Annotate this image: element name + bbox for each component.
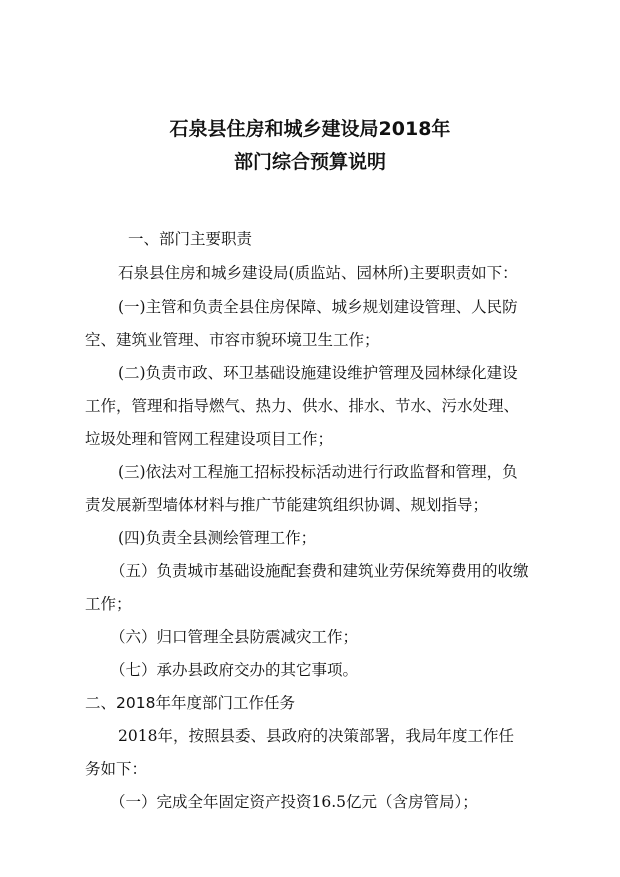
duty-2-line-1: (二)负责市政、环卫基础设施建设维护管理及园林绿化建设: [118, 364, 518, 382]
duty-1-line-2: 空、建筑业管理、市容市貌环境卫生工作；: [85, 331, 380, 349]
duty-2-line-2: 工作，管理和指导燃气、热力、供水、排水、节水、污水处理、: [85, 397, 520, 415]
duty-6: （六）归口管理全县防震减灾工作；: [110, 628, 359, 646]
document-title-line-1: 石泉县住房和城乡建设局2018年: [169, 118, 451, 140]
section-1-heading: 一、部门主要职责: [128, 230, 253, 248]
section-1-intro: 石泉县住房和城乡建设局(质监站、园林所)主要职责如下：: [118, 264, 518, 282]
document-title-line-2: 部门综合预算说明: [233, 151, 386, 173]
section-2-heading: 二、2018年年度部门工作任务: [85, 694, 295, 712]
duty-5-line-1: （五）负责城市基础设施配套费和建筑业劳保统筹费用的收缴: [110, 562, 529, 580]
duty-3-line-1: (三)依法对工程施工招标投标活动进行行政监督和管理，负: [118, 463, 518, 481]
duty-4: (四)负责全县测绘管理工作；: [118, 529, 317, 547]
section-2-intro-line-2: 务如下：: [85, 760, 148, 778]
section-2-intro-line-1: 2018年，按照县委、县政府的决策部署，我局年度工作任: [118, 727, 514, 745]
duty-5-line-2: 工作；: [85, 595, 132, 613]
duty-7: （七）承办县政府交办的其它事项。: [110, 661, 359, 679]
task-1: （一）完成全年固定资产投资16.5亿元（含房管局）；: [110, 793, 478, 811]
duty-3-line-2: 责发展新型墙体材料与推广节能建筑组织协调、规划指导；: [85, 496, 489, 514]
duty-2-line-3: 垃圾处理和管网工程建设项目工作；: [85, 430, 334, 448]
duty-1-line-1: (一)主管和负责全县住房保障、城乡规划建设管理、人民防: [118, 298, 518, 316]
